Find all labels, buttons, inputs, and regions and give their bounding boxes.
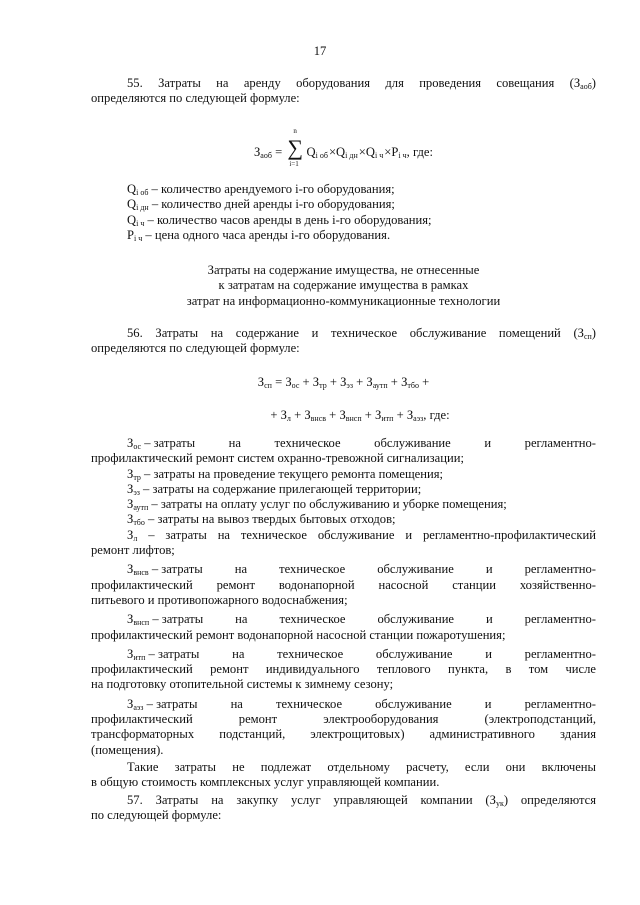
def-autp: $З_{аутп}$ – затраты на оплату услуг по обслуживанию и уборке помещения;	[127, 497, 507, 513]
sum-sign: n ∑ i=1	[287, 127, 304, 168]
paragraph-56: 56. Затраты на содержание и техническое обслуживание помещений $(З_{сп})$ определяются по следующей формуле:	[91, 326, 596, 356]
definitions-56: $З_{ос}$ – затраты на техническое обслуживание и регламентно- профилактический ремонт систем охранно-тревожной сигнализации; $З_{тр}$ – затраты на проведение текущего ремонта помещения; $З_{эз}$ – затраты на содержание прилегающей территории; $З_{аутп}$ – затраты на оплату услуг по обслуживанию и уборке помещения; $З_{тбо}$ – затраты на вывоз твердых бытовых отходов; $З_л$ – затраты на техническое обслуживание и регламентно-профилактический ремонт лифтов; $З_{внсв}$ – затраты на техническое обслуживание и регламентно- профилактический ремонт водонапорной насосной станции хозяйственно- питьевого и противопожарного водоснабжения; $З_{внсп}$ – затраты на техническое обслуживание и регламентно- профилактический ремонт водонапорной насосной станции пожаротушения; $З_{итп}$ – затраты на техническое обслуживание и регламентно- профилактический ремонт индивидуального теплового пункта, в том числе на подготовку отопительной системы к зимнему сезону; $З_{аэз}$ – затраты на техническое обслуживание и регламентно- профилактический ремонт электрооборудования (электроподстанций, трансформаторных подстанций, электрощитовых) административного здания (помещения). Такие затраты не подлежат отдельному расчету, если они включены в общую стоимость комплексных услуг управляющей компании. 57. Затраты на закупку услуг управляющей компании $(З_{ук})$ определяются по следующей формуле:	[91, 436, 596, 822]
def-l: $З_л$ – затраты на техническое обслуживание и регламентно-профилактический	[127, 527, 596, 543]
paragraph-55-line2: определяются по следующей формуле:	[91, 91, 300, 106]
formula-55: $З_{аоб}$ = n ∑ i=1 $Q_{i об}$ $\times Q_{i дн}$ $\times Q_{i ч}$ $\times P_{i ч}$, где:	[253, 127, 434, 168]
def-q-dn: $Q_{i дн}$ – количество дней аренды i-го оборудования;	[127, 197, 395, 213]
def-ez: $З_{эз}$ – затраты на содержание прилегающей территории;	[127, 481, 422, 497]
def-vnsp: $З_{внсп}$ – затраты на техническое обслуживание и регламентно-	[127, 612, 596, 628]
def-vnsv: $З_{внсв}$ – затраты на техническое обслуживание и регламентно-	[127, 562, 596, 578]
definitions-55	[127, 182, 597, 243]
def-itp: $З_{итп}$ – затраты на техническое обслуживание и регламентно-	[127, 646, 596, 662]
paragraph-55-line1: 55. Затраты на аренду оборудования для проведения совещания $(З_{аоб})$	[127, 76, 596, 91]
def-q-ch: $Q_{i ч}$ – количество часов аренды в день i-го оборудования;	[127, 212, 432, 228]
def-tr: $З_{тр}$ – затраты на проведение текущего ремонта помещения;	[127, 466, 444, 482]
formula-56-line2: + $З_л + З_{внсв} + З_{внсп} + З_{итп} + З_{аэз}$, где:	[270, 408, 450, 423]
paragraph-57: 57. Затраты на закупку услуг управляющей компании $(З_{ук})$ определяются	[127, 792, 596, 808]
def-q-ob: $Q_{i об}$ – количество арендуемого i-го оборудования;	[127, 182, 395, 197]
def-tbo: $З_{тбо}$ – затраты на вывоз твердых бытовых отходов;	[127, 512, 396, 528]
page-number: 17	[313, 44, 327, 58]
def-os: $З_{ос}$ – затраты на техническое обслуживание и регламентно-	[127, 436, 596, 451]
paragraph-55	[91, 76, 596, 107]
formula-56: $З_{сп} = З_{ос} + З_{тр} + З_{эз} + З_{аутп} + З_{тбо}$ +	[257, 375, 430, 390]
def-aez: $З_{аэз}$ – затраты на техническое обслуживание и регламентно-	[127, 696, 596, 712]
section-heading: Затраты на содержание имущества, не отнесенные к затратам на содержание имущества в рамках затрат на информационно-коммуникационные технологии	[186, 263, 501, 308]
note: Такие затраты не подлежат отдельному расчету, если они включены	[127, 759, 596, 774]
def-p-ch: $P_{i ч}$ – цена одного часа аренды i-го оборудования.	[127, 227, 391, 243]
